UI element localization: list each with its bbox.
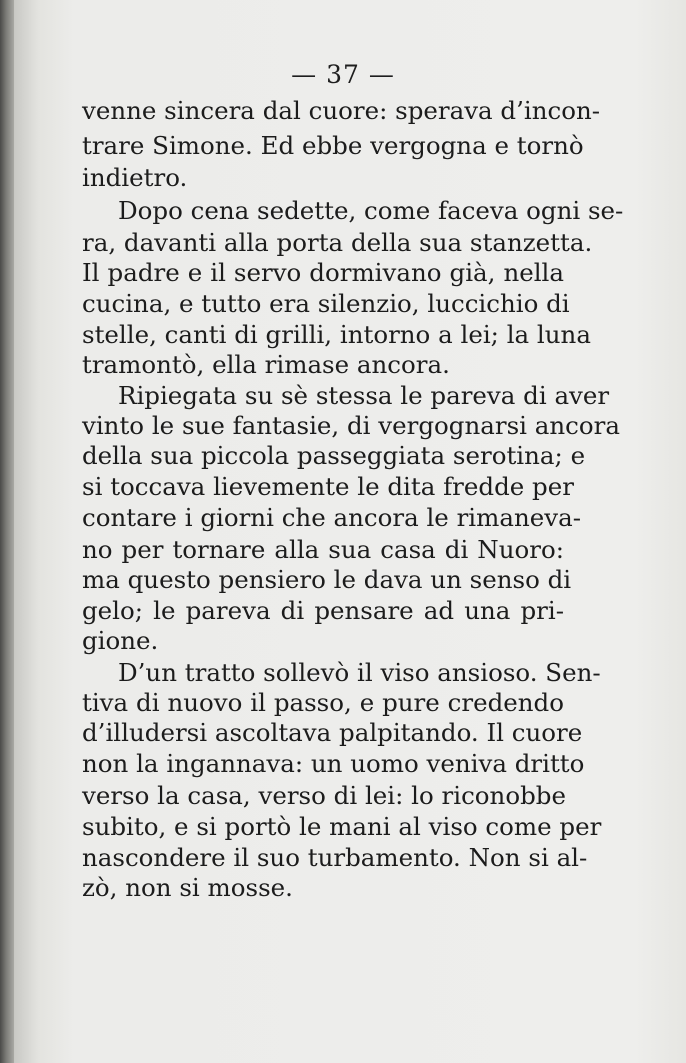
text-line: ra, davanti alla porta della sua stanzetta. bbox=[82, 228, 593, 257]
book-spine-shadow bbox=[0, 0, 14, 1063]
text-line: D’un tratto sollevò il viso ansioso. Sen- bbox=[118, 658, 601, 687]
text-line: Il padre e il servo dormivano già, nella bbox=[82, 258, 564, 287]
text-line: ma questo pensiero le dava un senso di bbox=[82, 565, 572, 594]
text-line: contare i giorni che ancora le rimaneva- bbox=[82, 503, 581, 532]
page-number: — 37 — bbox=[291, 60, 395, 89]
text-line: indietro. bbox=[82, 163, 188, 192]
text-line: si toccava lievemente le dita fredde per bbox=[82, 472, 574, 501]
text-line: Ripiegata su sè stessa le pareva di aver bbox=[118, 381, 610, 410]
text-line: tramontò, ella rimase ancora. bbox=[82, 350, 450, 379]
text-line: non la ingannava: un uomo veniva dritto bbox=[82, 749, 585, 778]
text-line: Dopo cena sedette, come faceva ogni se- bbox=[118, 196, 624, 225]
text-line: venne sincera dal cuore: sperava d’incon- bbox=[82, 96, 601, 125]
text-line: tiva di nuovo il passo, e pure credendo bbox=[82, 688, 564, 717]
text-line: gelo; le pareva di pensare ad una pri- bbox=[82, 596, 564, 625]
text-line: nascondere il suo turbamento. Non si al- bbox=[82, 843, 588, 872]
text-line: subito, e si portò le mani al viso come per bbox=[82, 812, 602, 841]
text-line: no per tornare alla sua casa di Nuoro: bbox=[82, 535, 564, 564]
text-line: verso la casa, verso di lei: lo riconobbe bbox=[82, 781, 566, 810]
text-line: gione. bbox=[82, 626, 159, 655]
text-line: stelle, canti di grilli, intorno a lei; la luna bbox=[82, 320, 591, 349]
text-line: vinto le sue fantasie, di vergognarsi ancora bbox=[82, 411, 620, 440]
text-line: zò, non si mosse. bbox=[82, 873, 293, 902]
book-page bbox=[14, 0, 686, 1063]
text-line: trare Simone. Ed ebbe vergogna e tornò bbox=[82, 131, 584, 160]
text-line: cucina, e tutto era silenzio, luccichio di bbox=[82, 289, 570, 318]
text-line: della sua piccola passeggiata serotina; e bbox=[82, 441, 586, 470]
text-line: d’illudersi ascoltava palpitando. Il cuore bbox=[82, 718, 583, 747]
